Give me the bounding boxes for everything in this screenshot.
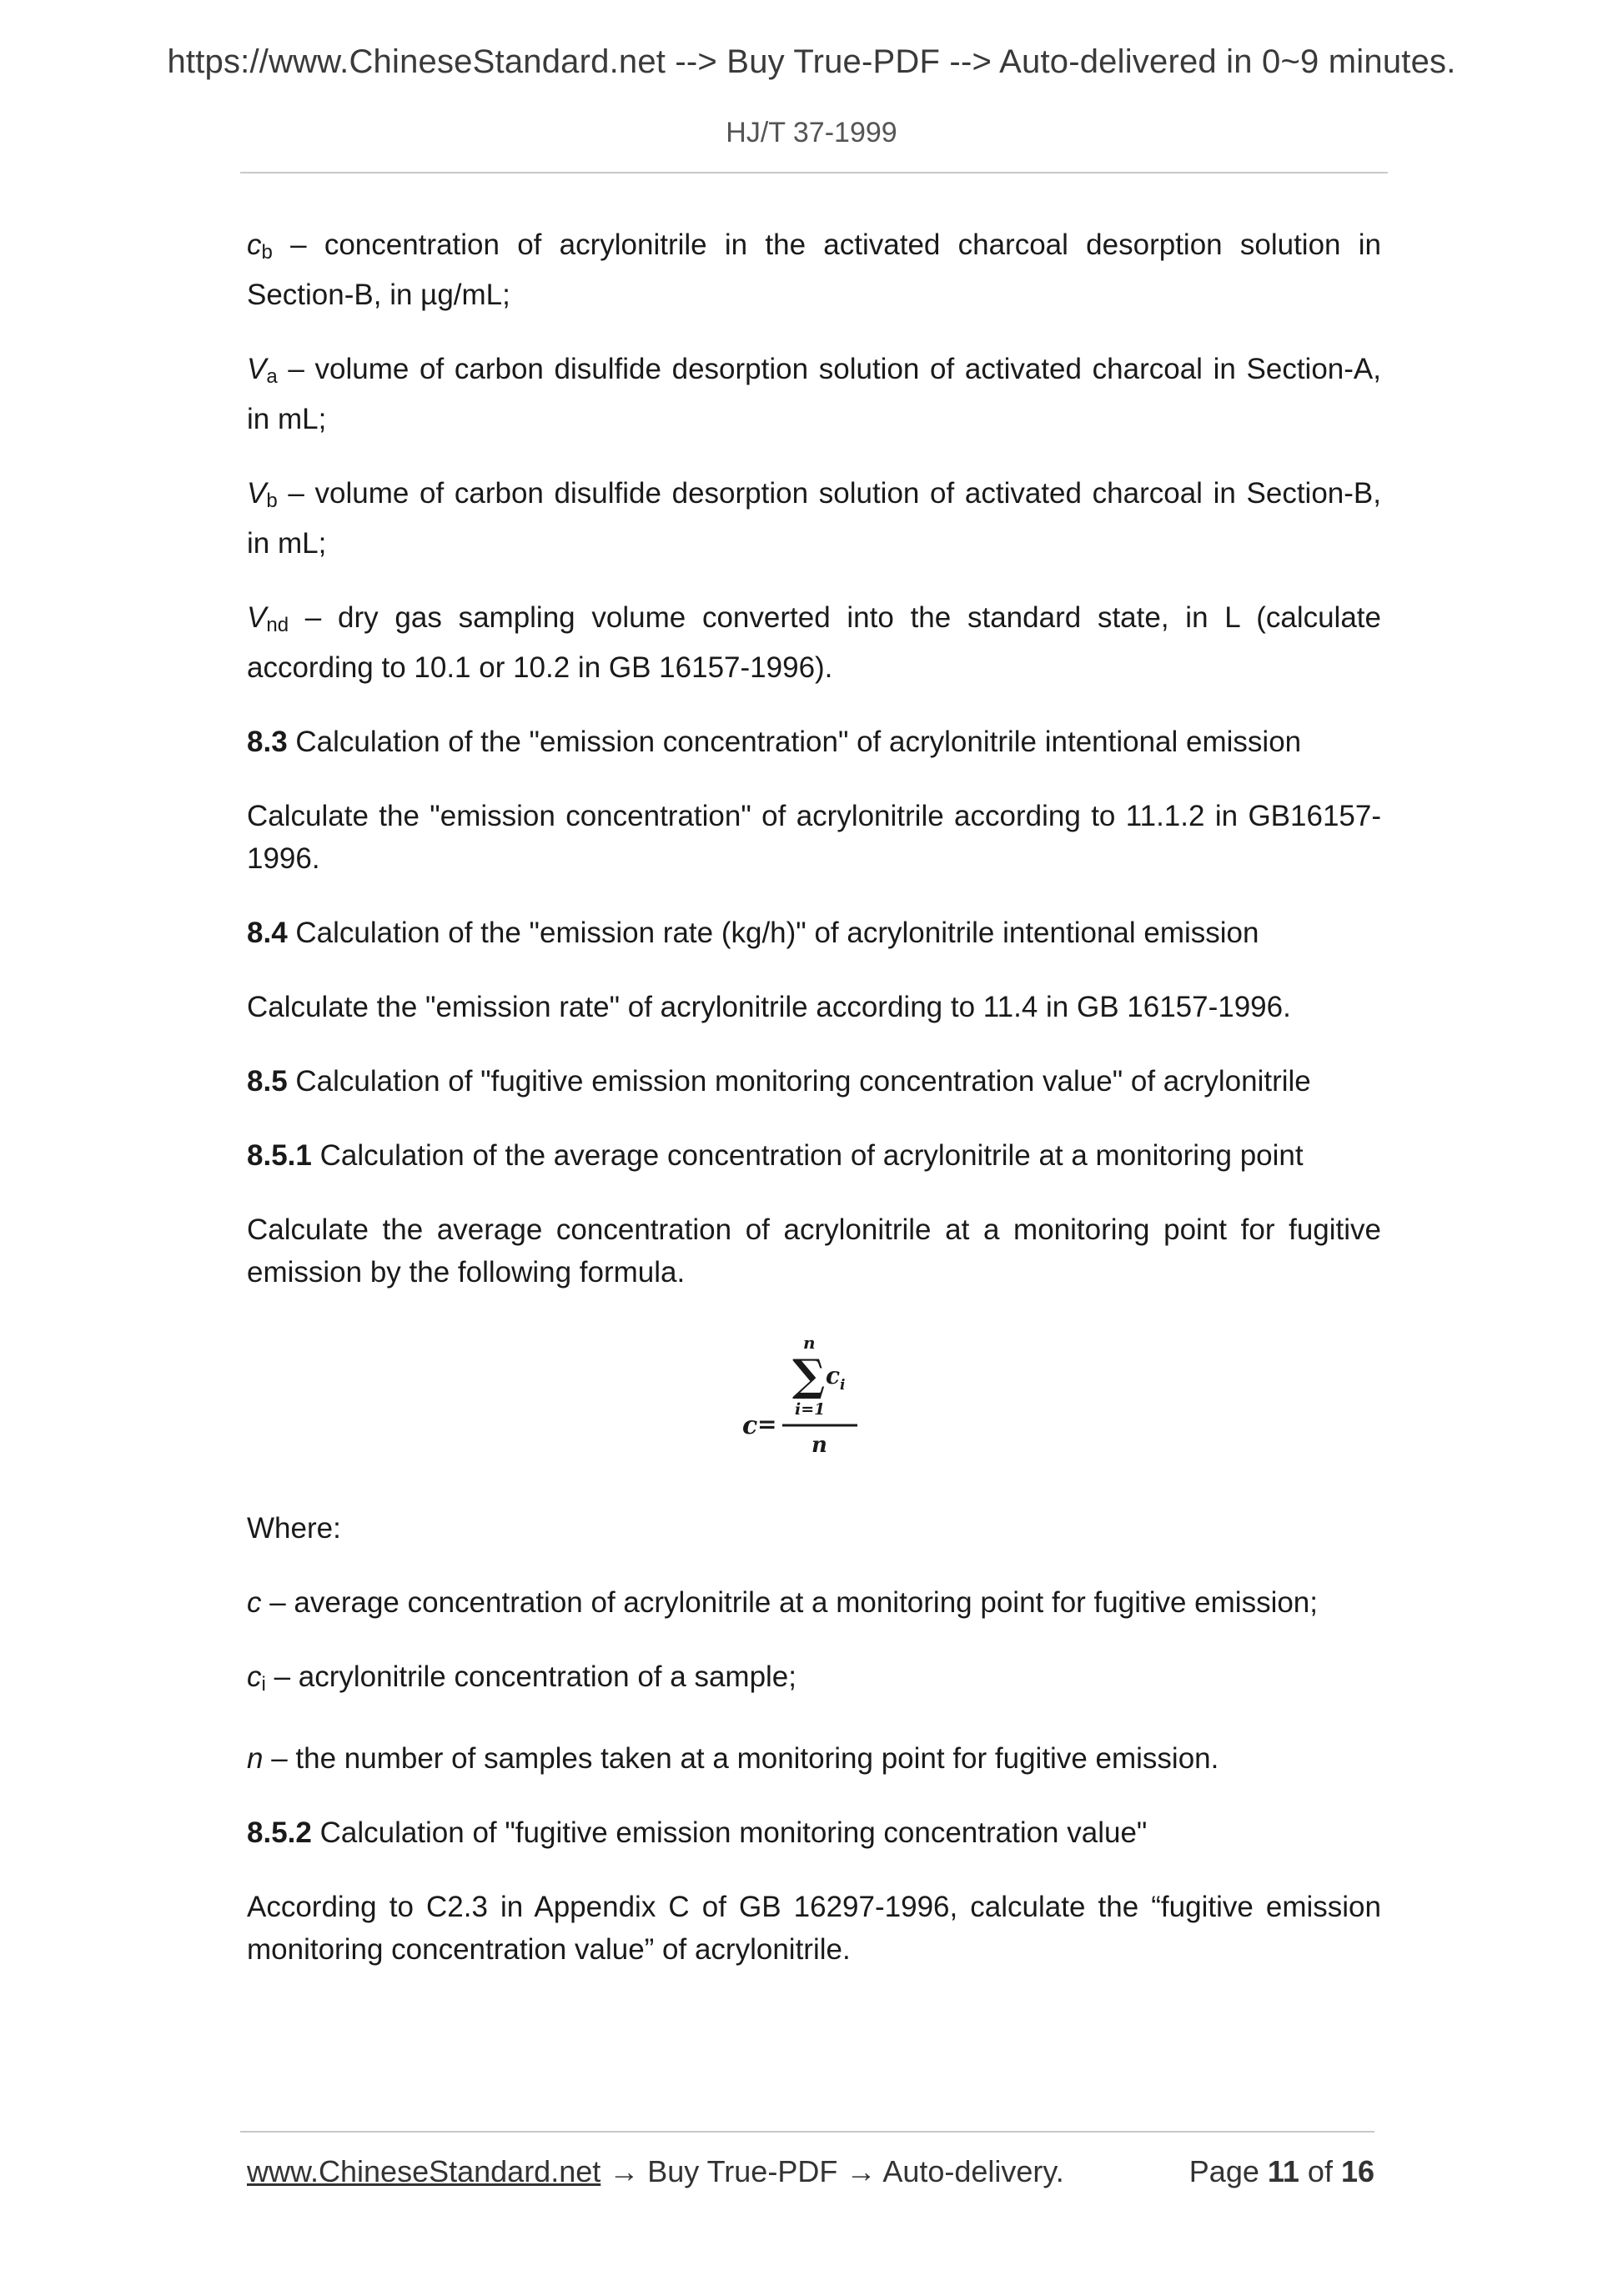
definition-c	[247, 1581, 1381, 1624]
definition-text: – acrylonitrile concentration of a sample;	[265, 1660, 796, 1693]
page-indicator	[1189, 2154, 1374, 2189]
section-title: Calculation of the "emission concentration" of acrylonitrile intentional emission	[287, 726, 1302, 758]
definition-vb	[247, 472, 1381, 565]
definition-text: – volume of carbon disulfide desorption solution of activated charcoal in Section-A, in mL;	[247, 353, 1381, 435]
section-heading-8-5-2	[247, 1811, 1381, 1854]
subscript: b	[266, 490, 278, 512]
definition-text: – volume of carbon disulfide desorption solution of activated charcoal in Section-B, in mL;	[247, 477, 1381, 560]
section-number: 8.5	[247, 1065, 288, 1098]
section-title: Calculation of "fugitive emission monitoring concentration value"	[311, 1816, 1148, 1849]
definition-text: – average concentration of acrylonitrile at a monitoring point for fugitive emission;	[261, 1586, 1318, 1619]
paragraph-8-5-1: Calculate the average concentration of acrylonitrile at a monitoring point for fugitive emission by the following formula.	[247, 1213, 1381, 1289]
page-total: 16	[1340, 2154, 1374, 2188]
formula-lhs: c	[742, 1411, 758, 1440]
site-link[interactable]: www.ChineseStandard.net	[247, 2154, 601, 2188]
section-title: Calculation of the average concentration of acrylonitrile at a monitoring point	[311, 1139, 1304, 1172]
footer-divider	[240, 2131, 1374, 2133]
symbol: V	[247, 353, 267, 385]
definition-text: – the number of samples taken at a monitoring point for fugitive emission.	[263, 1742, 1219, 1775]
header-divider	[240, 172, 1388, 173]
section-heading-8-3	[247, 721, 1381, 763]
footer-left	[247, 2154, 1064, 2189]
section-number: 8.3	[247, 726, 288, 758]
subscript: i	[261, 1673, 266, 1696]
definition-vnd	[247, 596, 1381, 689]
page-number: 11	[1267, 2154, 1299, 2188]
document-code: HJ/T 37-1999	[726, 117, 897, 148]
section-heading-8-5-1	[247, 1134, 1381, 1177]
footer-tagline: → Buy True-PDF → Auto-delivery.	[600, 2154, 1064, 2188]
subscript: a	[266, 365, 278, 388]
section-heading-8-5	[247, 1060, 1381, 1103]
header-banner: https://www.ChineseStandard.net --> Buy True-PDF --> Auto-delivered in 0~9 minutes.	[167, 43, 1456, 80]
section-number: 8.4	[247, 917, 288, 949]
definition-text: – dry gas sampling volume converted into the standard state, in L (calculate according to 10.1 or 10.2 in GB 16157-1996).	[247, 601, 1381, 684]
definition-text: – concentration of acrylonitrile in the activated charcoal desorption solution in Section-B, in µg/mL;	[247, 229, 1381, 311]
definition-n	[247, 1737, 1381, 1780]
symbol: V	[247, 477, 267, 510]
sum-upper-limit: n	[803, 1333, 816, 1353]
page-label: Page	[1188, 2154, 1268, 2188]
section-title: Calculation of "fugitive emission monitoring concentration value" of acrylonitrile	[287, 1065, 1311, 1098]
symbol: n	[247, 1742, 264, 1775]
paragraph-8-5-2: According to C2.3 in Appendix C of GB 16297-1996, calculate the “fugitive emission monitoring concentration value” of acrylonitrile.	[247, 1891, 1381, 1966]
section-number: 8.5.2	[247, 1816, 312, 1849]
definition-ci	[247, 1655, 1381, 1706]
document-body	[247, 224, 1381, 2002]
subscript: b	[261, 241, 273, 264]
formula-equals: =	[757, 1410, 777, 1438]
sum-sign: ∑	[792, 1350, 826, 1401]
definition-va	[247, 348, 1381, 440]
average-concentration-formula	[247, 1325, 1381, 1484]
symbol: c	[247, 229, 262, 261]
of-label: of	[1299, 2154, 1341, 2188]
section-title: Calculation of the "emission rate (kg/h)" of acrylonitrile intentional emission	[287, 917, 1259, 949]
symbol: c	[247, 1586, 262, 1619]
sum-term-subscript: i	[840, 1377, 846, 1394]
paragraph-8-4: Calculate the "emission rate" of acrylonitrile according to 11.4 in GB 16157-1996.	[247, 991, 1291, 1023]
subscript: nd	[266, 614, 289, 636]
where-label: Where:	[247, 1512, 341, 1545]
sum-lower-limit: i=1	[795, 1400, 826, 1419]
symbol: c	[247, 1660, 262, 1693]
symbol: V	[247, 601, 267, 634]
formula-graphic	[742, 1325, 901, 1484]
formula-denominator: n	[812, 1433, 827, 1458]
sum-term: c	[826, 1362, 841, 1389]
section-number: 8.5.1	[247, 1139, 312, 1172]
section-heading-8-4	[247, 912, 1381, 954]
paragraph-8-3: Calculate the "emission concentration" of acrylonitrile according to 11.1.2 in GB16157-1996.	[247, 800, 1381, 875]
definition-cb	[247, 224, 1381, 316]
